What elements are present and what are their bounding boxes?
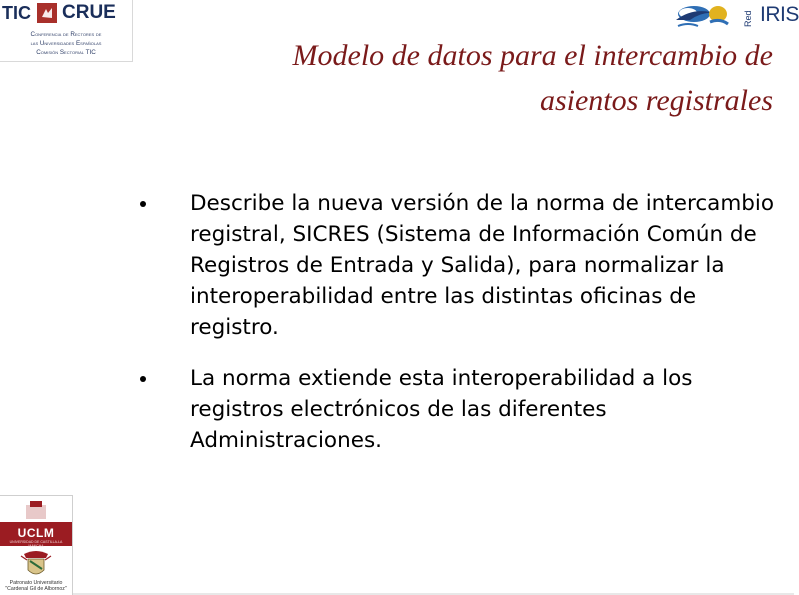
- bullet-text: Describe la nueva versión de la norma de intercambio registral, SICRES (Sistema de Información Común de Registros de Entrada y Salida), para normalizar la interoperabilidad entre las distintas oficinas de registro.: [190, 191, 775, 340]
- tic-crue-logo: [0, 0, 133, 62]
- rediris-wordmark: IRIS: [760, 3, 799, 26]
- slide-title-line-2: asientos registrales: [539, 84, 773, 117]
- tic-wordmark: TIC: [2, 2, 31, 23]
- uclm-wordmark: UCLM: [17, 526, 55, 540]
- uclm-footer-line: Patronato Universitario: [9, 580, 63, 586]
- coat-of-arms-icon: [18, 550, 54, 580]
- uclm-subtitle: UNIVERSIDAD DE CASTILLA-LA MANCHA: [9, 540, 63, 548]
- uclm-banner: [0, 522, 72, 546]
- uclm-footer-line: "Cardenal Gil de Albornoz": [5, 586, 67, 592]
- crue-logo-row: [2, 2, 116, 24]
- rediris-red-label: Red: [743, 10, 753, 27]
- crue-wordmark: CRUE: [62, 2, 116, 23]
- bullet-item: [135, 363, 775, 456]
- crue-subtitle-line: Conferencia de Rectores de: [30, 31, 102, 38]
- slide-title: [150, 33, 773, 123]
- crue-subtitle: [4, 30, 128, 57]
- bullet-text: La norma extiende esta interoperabilidad a los registros electrónicos de las diferentes Administraciones.: [190, 366, 693, 453]
- uclm-footer-text: [1, 580, 71, 592]
- slide-title-line-1: Modelo de datos para el intercambio de: [292, 39, 773, 72]
- bullet-item: [135, 188, 775, 343]
- bullet-dot-icon: [140, 201, 146, 207]
- uclm-logo: [0, 495, 73, 595]
- crue-emblem-icon: [37, 3, 57, 23]
- bullet-dot-icon: [140, 376, 146, 382]
- bullet-list: [135, 188, 775, 476]
- crue-subtitle-line: las Universidades Españolas: [30, 40, 102, 47]
- uclm-top-crest-icon: [24, 499, 48, 521]
- crue-subtitle-line: Comisión Sectorial TIC: [36, 49, 96, 56]
- rediris-logo: [668, 0, 799, 32]
- rediris-swirl-icon: [668, 0, 740, 32]
